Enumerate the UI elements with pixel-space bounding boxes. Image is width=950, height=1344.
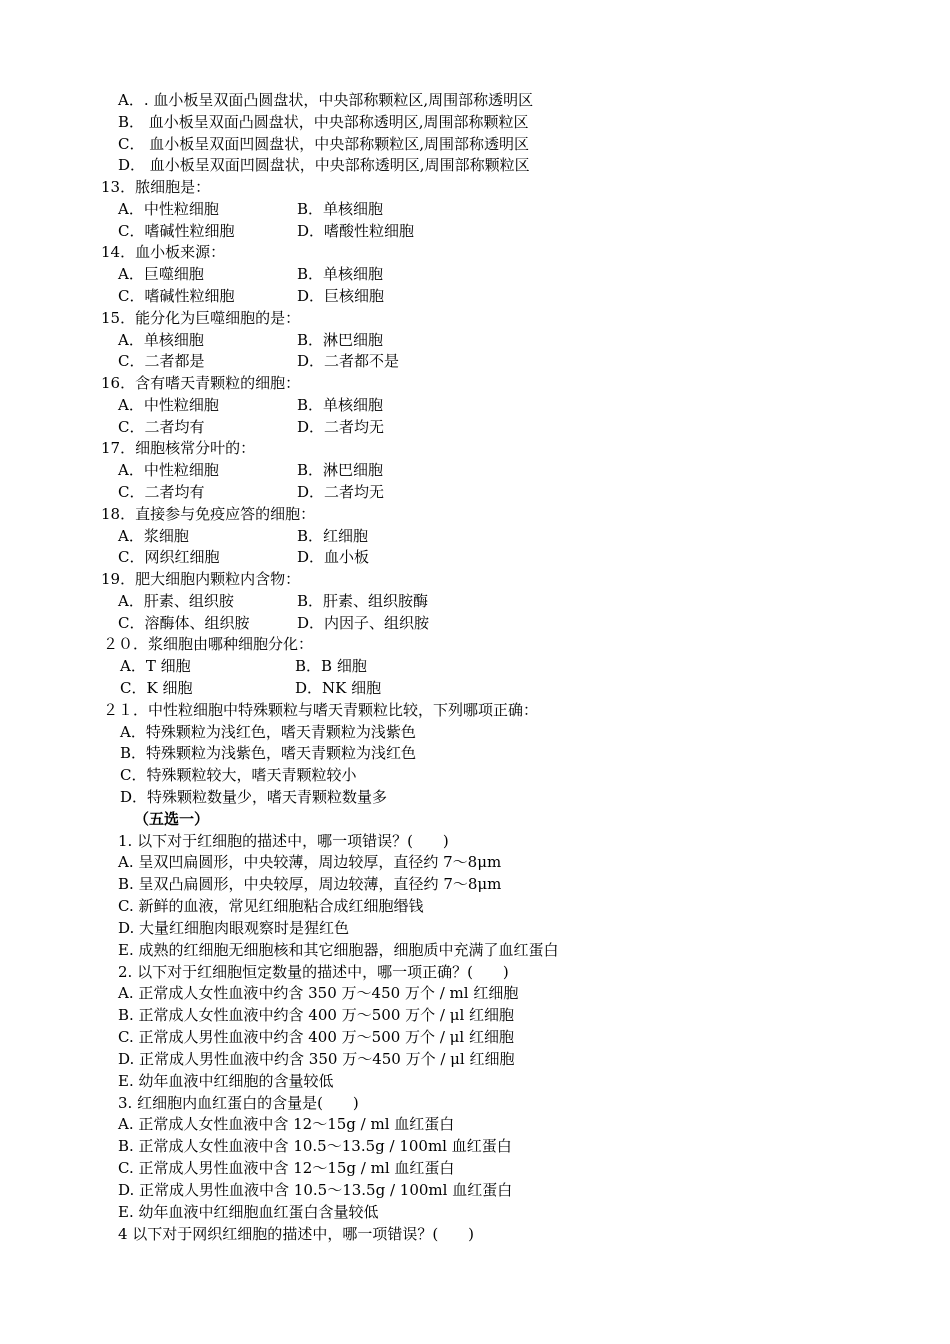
option-a: A．中性粒细胞 [118,200,219,218]
option-c: C．溶酶体、组织胺 [118,614,250,632]
mc-line: E. 幼年血液中红细胞血红蛋白含量较低 [118,1203,379,1221]
mc-line: E. 成熟的红细胞无细胞核和其它细胞器，细胞质中充满了血红蛋白 [118,941,559,959]
question-17-stem: 17．细胞核常分叶的： [101,439,256,457]
question-15-row-2 [118,351,400,373]
question-18-row-1 [118,526,369,548]
question-21-option-d: D．特殊颗粒数量少，嗜天青颗粒数量多 [120,788,388,806]
mc-line: A. 呈双凹扁圆形，中央较薄，周边较厚，直径约 7～8μm [118,853,502,871]
option-d: D．巨核细胞 [297,287,385,305]
question-13-row-1 [118,199,384,221]
question-21-option-c: C．特殊颗粒较大，嗜天青颗粒较小 [120,766,357,784]
option-c: C．网织红细胞 [118,548,220,566]
question-19-row-2 [118,613,430,635]
option-b: B．B 细胞 [295,657,367,675]
question-19-row-1 [118,591,429,613]
question-14-stem: 14．血小板来源： [101,243,226,261]
intro-option-c: C． 血小板呈双面凹圆盘状，中央部称颗粒区,周围部称透明区 [118,135,530,153]
option-b: B．单核细胞 [297,200,384,218]
option-a: A．肝素、组织胺 [118,592,234,610]
intro-option-d: D． 血小板呈双面凹圆盘状，中央部称透明区,周围部称颗粒区 [118,156,530,174]
option-a: A．浆细胞 [118,527,189,545]
intro-option-b: B． 血小板呈双面凸圆盘状，中央部称透明区,周围部称颗粒区 [118,113,529,131]
mc-line: C. 正常成人男性血液中约含 400 万～500 万个 / μl 红细胞 [118,1028,514,1046]
question-14-row-1 [118,264,384,286]
option-c: C．嗜碱性粒细胞 [118,287,235,305]
option-d: D．二者均无 [297,418,385,436]
option-b: B．肝素、组织胺酶 [297,592,429,610]
option-d: D．二者都不是 [297,352,400,370]
question-18-stem: 18．直接参与免疫应答的细胞： [101,505,316,523]
mc-line: B. 正常成人女性血液中含 10.5～13.5g / 100ml 血红蛋白 [118,1137,512,1155]
question-17-row-1 [118,460,384,482]
question-20-row-2 [120,678,382,700]
intro-option-a: A．. 血小板呈双面凸圆盘状，中央部称颗粒区,周围部称透明区 [118,91,534,109]
question-13-stem: 13．脓细胞是： [101,178,211,196]
mc-line: 4 以下对于网织红细胞的描述中，哪一项错误？( ) [118,1225,475,1243]
question-16-row-2 [118,417,385,439]
option-c: C．二者都是 [118,352,205,370]
option-d: D．嗜酸性粒细胞 [297,222,415,240]
option-d: D．内因子、组织胺 [297,614,430,632]
mc-line: D. 正常成人男性血液中约含 350 万～450 万个 / μl 红细胞 [118,1050,515,1068]
mc-line: A. 正常成人女性血液中含 12～15g / ml 血红蛋白 [118,1115,455,1133]
option-c: C．二者均有 [118,418,205,436]
option-a: A．中性粒细胞 [118,461,219,479]
section-heading: （五选一） [134,810,210,828]
option-a: A．巨噬细胞 [118,265,204,283]
option-c: C．二者均有 [118,483,205,501]
question-18-row-2 [118,547,370,569]
question-20-row-1 [120,656,367,678]
option-b: B．单核细胞 [297,265,384,283]
mc-line: D. 正常成人男性血液中含 10.5～13.5g / 100ml 血红蛋白 [118,1181,513,1199]
option-c: C．嗜碱性粒细胞 [118,222,235,240]
option-d: D．二者均无 [297,483,385,501]
option-a: A．单核细胞 [118,331,204,349]
question-13-row-2 [118,221,415,243]
option-b: B．单核细胞 [297,396,384,414]
option-b: B．淋巴细胞 [297,331,384,349]
question-21-option-a: A．特殊颗粒为浅红色，嗜天青颗粒为浅紫色 [120,723,416,741]
option-b: B．淋巴细胞 [297,461,384,479]
question-16-stem: 16．含有嗜天青颗粒的细胞： [101,374,301,392]
question-21-stem: ２１．中性粒细胞中特殊颗粒与嗜天青颗粒比较，下列哪项正确： [103,701,539,719]
mc-line: D. 大量红细胞肉眼观察时是猩红色 [118,919,350,937]
question-19-stem: 19．肥大细胞内颗粒内含物： [101,570,301,588]
question-21-option-b: B．特殊颗粒为浅紫色，嗜天青颗粒为浅红色 [120,744,417,762]
mc-line: C. 新鲜的血液，常见红细胞粘合成红细胞缗钱 [118,897,424,915]
mc-line: 2. 以下对于红细胞恒定数量的描述中，哪一项正确？( ) [118,963,509,981]
question-15-row-1 [118,330,384,352]
mc-line: E. 幼年血液中红细胞的含量较低 [118,1072,334,1090]
option-a: A．中性粒细胞 [118,396,219,414]
option-d: D．血小板 [297,548,370,566]
mc-line: 1. 以下对于红细胞的描述中，哪一项错误？( ) [118,832,449,850]
mc-line: B. 呈双凸扁圆形，中央较厚，周边较薄，直径约 7～8μm [118,875,502,893]
mc-line: B. 正常成人女性血液中约含 400 万～500 万个 / μl 红细胞 [118,1006,515,1024]
question-20-stem: ２０．浆细胞由哪种细胞分化： [103,635,314,653]
mc-line: A. 正常成人女性血液中约含 350 万～450 万个 / ml 红细胞 [118,984,519,1002]
option-a: A．T 细胞 [120,657,191,675]
question-15-stem: 15．能分化为巨噬细胞的是： [101,309,301,327]
mc-line: 3. 红细胞内血红蛋白的含量是( ) [118,1094,359,1112]
mc-line: C. 正常成人男性血液中含 12～15g / ml 血红蛋白 [118,1159,455,1177]
option-b: B．红细胞 [297,527,369,545]
option-d: D．NK 细胞 [295,679,382,697]
question-16-row-1 [118,395,384,417]
option-c: C．K 细胞 [120,679,193,697]
question-17-row-2 [118,482,385,504]
question-14-row-2 [118,286,385,308]
